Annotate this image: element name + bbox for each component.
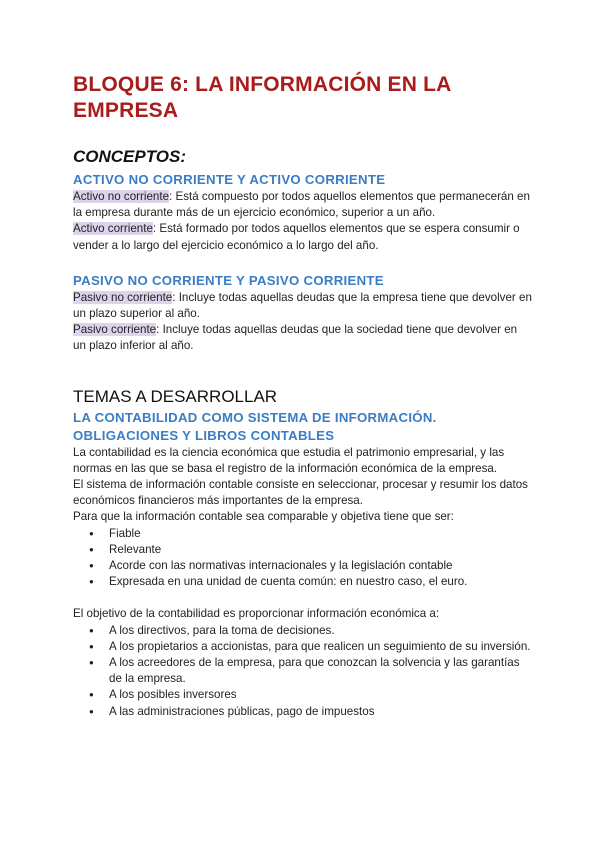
activo-no-corriente-paragraph: Activo no corriente: Está compuesto por todos aquellos elementos que permanecerán en la empresa durante más de un ejercicio económico, superior a un año. xyxy=(73,190,530,220)
list-item: ● Relevante xyxy=(73,542,533,558)
activo-corriente-paragraph: Activo corriente: Está formado por todos aquellos elementos que se espera consumir o vender a lo largo del ejercicio económico a lo largo del año. xyxy=(73,222,520,252)
objetivo-list xyxy=(73,623,533,720)
highlighted-term: Pasivo no corriente xyxy=(73,290,173,304)
pasivo-corriente-paragraph: Pasivo corriente: Incluye todas aquellas deudas que la sociedad tiene que devolver en un plazo inferior al año. xyxy=(73,323,518,353)
list-item: ● A las administraciones públicas, pago de impuestos xyxy=(73,704,533,720)
contabilidad-heading: LA CONTABILIDAD COMO SISTEMA DE INFORMACIÓN. OBLIGACIONES Y LIBROS CONTABLES xyxy=(73,409,437,443)
page-title: BLOQUE 6: LA INFORMACIÓN EN LA EMPRESA xyxy=(73,73,452,122)
list-item: ● A los acreedores de la empresa, para que conozcan la solvencia y las garantías de la empresa. xyxy=(73,655,533,687)
activo-heading: ACTIVO NO CORRIENTE Y ACTIVO CORRIENTE xyxy=(73,172,386,187)
list-item: ● Expresada en una unidad de cuenta común: en nuestro caso, el euro. xyxy=(73,574,533,590)
highlighted-term: Pasivo corriente xyxy=(73,323,157,337)
requisitos-intro: Para que la información contable sea comparable y objetiva tiene que ser: xyxy=(73,510,454,524)
highlighted-term: Activo corriente xyxy=(73,222,153,236)
document-page xyxy=(73,72,533,720)
contabilidad-definition: La contabilidad es la ciencia económica que estudia el patrimonio empresarial, y las normas en las que se basa el registro de la información económica de la empresa. xyxy=(73,445,505,475)
list-item: ● Acorde con las normativas internacionales y la legislación contable xyxy=(73,558,533,574)
objetivo-intro: El objetivo de la contabilidad es proporcionar información económica a: xyxy=(73,607,440,621)
list-item: ● A los directivos, para la toma de decisiones. xyxy=(73,623,533,639)
sistema-informacion-paragraph: El sistema de información contable consiste en seleccionar, procesar y resumir los datos económicos financieros más importantes de la empresa. xyxy=(73,478,528,508)
list-item: ● A los propietarios a accionistas, para que realicen un seguimiento de su inversión. xyxy=(73,639,533,655)
highlighted-term: Activo no corriente xyxy=(73,190,170,203)
list-item: ● Fiable xyxy=(73,526,533,542)
conceptos-heading: CONCEPTOS: xyxy=(73,147,187,166)
pasivo-no-corriente-paragraph: Pasivo no corriente: Incluye todas aquellas deudas que la empresa tiene que devolver en un plazo superior al año. xyxy=(73,290,532,321)
temas-heading: TEMAS A DESARROLLAR xyxy=(73,386,278,406)
list-item: ● A los posibles inversores xyxy=(73,687,533,703)
pasivo-heading: PASIVO NO CORRIENTE Y PASIVO CORRIENTE xyxy=(73,272,384,288)
requisitos-list xyxy=(73,526,533,591)
